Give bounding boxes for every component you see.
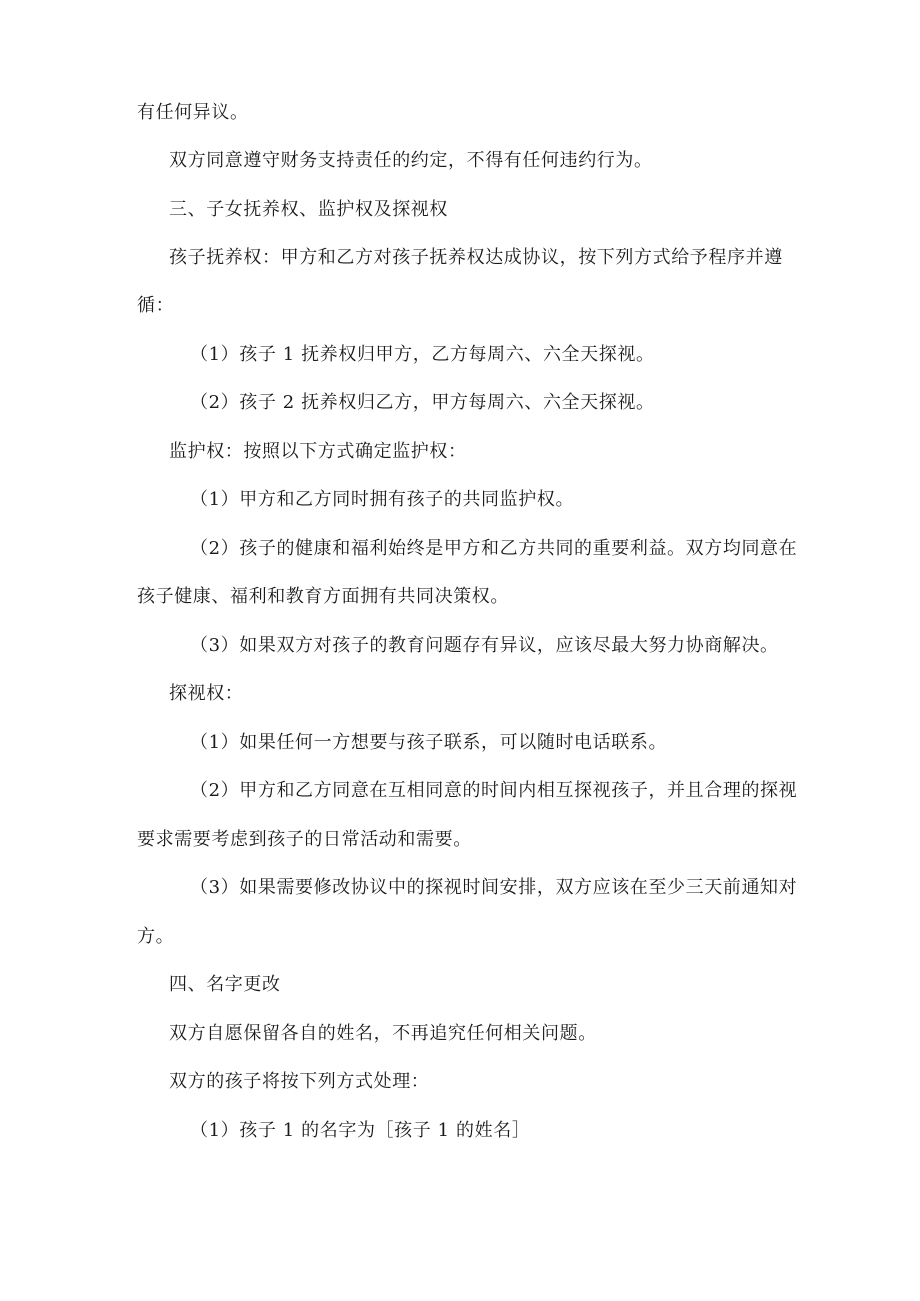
list-item: （1）如果任何一方想要与孩子联系，可以随时电话联系。 xyxy=(190,732,668,753)
text-line: 有任何异议。 xyxy=(137,102,249,123)
text-line: 孩子抚养权：甲方和乙方对孩子抚养权达成协议，按下列方式给予程序并遵 xyxy=(169,247,783,268)
text-line: 探视权： xyxy=(169,683,244,704)
text-line: 孩子健康、福利和教育方面拥有共同决策权。 xyxy=(137,586,509,607)
text-line: 方。 xyxy=(137,926,175,947)
list-item: （3）如果需要修改协议中的探视时间安排，双方应该在至少三天前通知对 xyxy=(190,877,798,898)
list-item: （2）孩子 2 抚养权归乙方，甲方每周六、六全天探视。 xyxy=(190,392,655,413)
text-line: 双方自愿保留各自的姓名，不再追究任何相关问题。 xyxy=(169,1023,597,1044)
text-line: 双方的孩子将按下列方式处理： xyxy=(169,1071,430,1092)
text-line: 循： xyxy=(137,295,175,316)
list-item: （2）孩子的健康和福利始终是甲方和乙方共同的重要利益。双方均同意在 xyxy=(190,538,798,559)
section-heading: 四、名字更改 xyxy=(169,974,281,995)
list-item: （1）孩子 1 的名字为［孩子 1 的姓名］ xyxy=(190,1120,531,1141)
list-item: （3）如果双方对孩子的教育问题存有异议，应该尽最大努力协商解决。 xyxy=(190,635,779,656)
text-line: 要求需要考虑到孩子的日常活动和需要。 xyxy=(137,829,472,850)
list-item: （1）甲方和乙方同时拥有孩子的共同监护权。 xyxy=(190,489,575,510)
list-item: （1）孩子 1 抚养权归甲方，乙方每周六、六全天探视。 xyxy=(190,344,655,365)
text-line: 监护权：按照以下方式确定监护权： xyxy=(169,441,467,462)
list-item: （2）甲方和乙方同意在互相同意的时间内相互探视孩子，并且合理的探视 xyxy=(190,780,798,801)
section-heading: 三、子女抚养权、监护权及探视权 xyxy=(169,199,448,220)
text-line: 双方同意遵守财务支持责任的约定，不得有任何违约行为。 xyxy=(169,150,653,171)
